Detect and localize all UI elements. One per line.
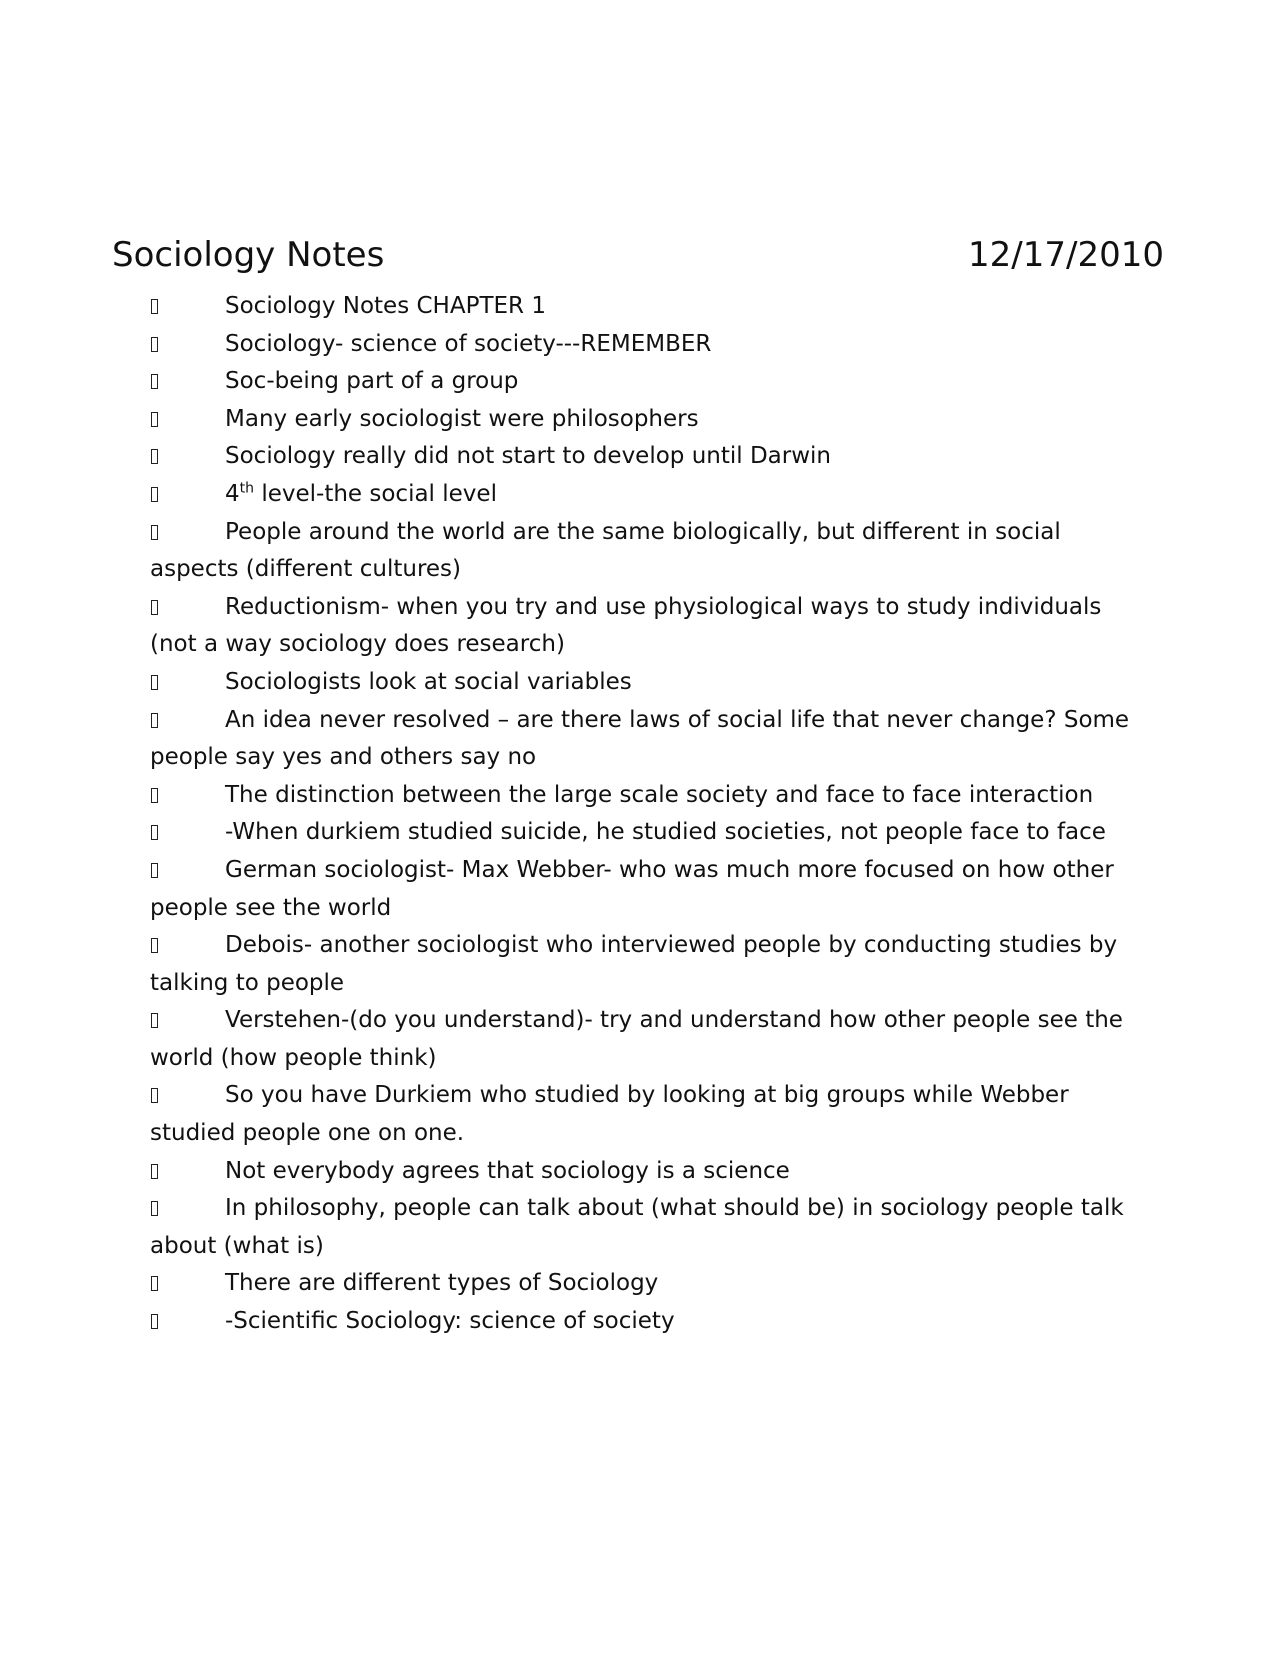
note-text: -Scientific Sociology: science of society [225, 1308, 675, 1335]
bullet-icon [150, 1077, 225, 1115]
bullet-icon [150, 288, 225, 326]
bullet-icon [150, 1153, 225, 1191]
note-item [150, 1002, 1140, 1077]
note-item [150, 514, 1140, 589]
bullet-icon [150, 363, 225, 401]
bullet-icon [150, 476, 225, 514]
note-text: Not everybody agrees that sociology is a science [225, 1157, 790, 1184]
bullet-icon [150, 814, 225, 852]
bullet-icon [150, 1002, 225, 1040]
note-item [150, 476, 1140, 514]
note-text: There are different types of Sociology [225, 1270, 659, 1297]
note-item [150, 702, 1140, 777]
document-header [112, 230, 1164, 280]
note-item [150, 664, 1140, 702]
bullet-icon [150, 326, 225, 364]
note-text: Sociology- science of society---REMEMBER [225, 330, 712, 357]
bullet-icon [150, 702, 225, 740]
bullet-icon [150, 1303, 225, 1341]
note-item [150, 589, 1140, 664]
bullet-icon [150, 401, 225, 439]
note-item [150, 814, 1140, 852]
document-date: 12/17/2010 [968, 235, 1164, 275]
note-item [150, 927, 1140, 1002]
note-text: Many early sociologist were philosophers [225, 405, 699, 432]
bullet-icon [150, 664, 225, 702]
note-text: In philosophy, people can talk about (what should be) in sociology people talk about (what is) [150, 1195, 1124, 1259]
bullet-icon [150, 1190, 225, 1228]
note-item [150, 1077, 1140, 1152]
note-text: Sociology Notes CHAPTER 1 [225, 293, 546, 319]
bullet-icon [150, 514, 225, 552]
bullet-icon [150, 777, 225, 815]
note-text: level-the social level [254, 480, 497, 507]
note-item [150, 288, 1140, 326]
bullet-icon [150, 438, 225, 476]
note-text: An idea never resolved – are there laws of social life that never change? Some people say yes and others say no [150, 706, 1130, 771]
note-text-superscript: th [239, 480, 255, 497]
bullet-icon [150, 1265, 225, 1303]
notes-list [150, 288, 1140, 1341]
note-text: So you have Durkiem who studied by looking at big groups while Webber studied people one on one. [150, 1082, 1069, 1147]
note-item [150, 852, 1140, 927]
note-text: Soc-being part of a group [225, 368, 519, 395]
note-item [150, 1265, 1140, 1303]
note-item [150, 777, 1140, 815]
bullet-icon [150, 589, 225, 627]
note-item [150, 438, 1140, 476]
note-text: Sociology really did not start to develop until Darwin [225, 443, 832, 470]
document-title: Sociology Notes [112, 235, 385, 275]
note-item [150, 401, 1140, 439]
note-text: Verstehen-(do you understand)- try and understand how other people see the world (how people think) [150, 1007, 1123, 1071]
note-text: German sociologist- Max Webber- who was much more focused on how other people see the world [150, 856, 1114, 921]
bullet-icon [150, 927, 225, 965]
note-text: Reductionism- when you try and use physiological ways to study individuals (not a way sociology does research) [150, 593, 1102, 658]
note-text-number: 4 [225, 480, 240, 507]
note-item [150, 363, 1140, 401]
note-item [150, 1190, 1140, 1265]
note-text: -When durkiem studied suicide, he studied societies, not people face to face [225, 819, 1106, 846]
note-item [150, 1303, 1140, 1341]
note-item [150, 1153, 1140, 1191]
note-text: The distinction between the large scale society and face to face interaction [225, 781, 1094, 808]
bullet-icon [150, 852, 225, 890]
note-text: Debois- another sociologist who interviewed people by conducting studies by talking to people [150, 932, 1118, 996]
note-item [150, 326, 1140, 364]
note-text: People around the world are the same biologically, but different in social aspects (different cultures) [150, 518, 1061, 583]
note-text: Sociologists look at social variables [225, 668, 632, 695]
